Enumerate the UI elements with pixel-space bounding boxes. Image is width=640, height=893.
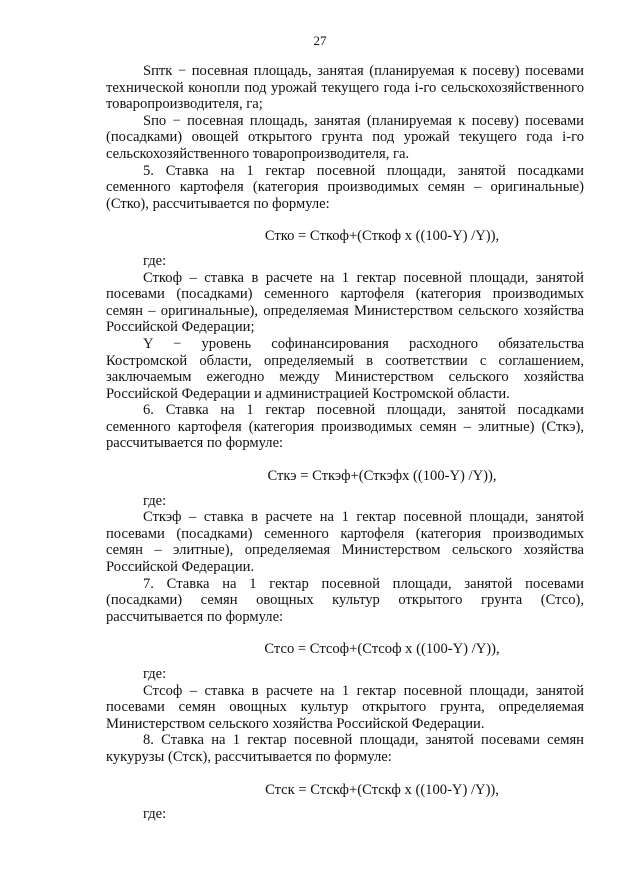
definition-y: Y − уровень софинансирования расходного обязательства Костромской области, определяемый в соответствии с соглашением, заключаемым ежегодно между Министерством сельского хозяйства Российской Федерации и администрацией Костромской области.: [106, 335, 584, 402]
formula-stko: Стко = Сткоф+(Сткоф х ((100-Y) /Y)),: [264, 228, 500, 245]
where-label: где:: [143, 252, 167, 269]
definition-stsof: Стсоф – ставка в расчете на 1 гектар посевной площади, занятой посевами семян овощных культур открытого грунта, определяемая Министерством сельского хозяйства Российской Федерации.: [106, 682, 584, 732]
definition-stkef: Сткэф – ставка в расчете на 1 гектар посевной площади, занятой посевами (посадками) семенного картофеля (категория производимых семян – элитные), определяемая Министерством сельского хозяйства Российской Федерации.: [106, 509, 584, 576]
clause-8: 8. Ставка на 1 гектар посевной площади, занятой посевами семян кукурузы (Стск), рассчитывается по формуле:: [106, 732, 584, 765]
page-number: 27: [313, 33, 327, 48]
where-label: где:: [143, 666, 167, 682]
where-label: где:: [143, 806, 167, 823]
definition-stkof: Сткоф – ставка в расчете на 1 гектар посевной площади, занятой посевами (посадками) семенного картофеля (категория производимых семян – оригинальные), определяемая Министерством сельского хозяйства Российской Федерации;: [106, 269, 584, 336]
formula-stso: Стсо = Стсоф+(Стсоф х ((100-Y) /Y)),: [264, 641, 500, 658]
formula-stsk: Стск = Стскф+(Стскф х ((100-Y) /Y)),: [265, 781, 499, 798]
clause-6: 6. Ставка на 1 гектар посевной площади, занятой посадками семенного картофеля (категория производимых семян – элитные) (Сткэ), рассчитывается по формуле:: [106, 402, 584, 452]
definition-spo: Sпо − посевная площадь, занятая (планируемая к посеву) посевами (посадками) овощей открытого грунта под урожай текущего года i-го сельскохозяйственного товаропроизводителя, га.: [106, 112, 584, 162]
document-body: [106, 63, 584, 823]
where-label: где:: [143, 492, 167, 509]
definition-spt: Sптк − посевная площадь, занятая (планируемая к посеву) посевами технической конопли под урожай текущего года i-го сельскохозяйственного товаропроизводителя, га;: [106, 63, 584, 113]
clause-5: 5. Ставка на 1 гектар посевной площади, занятой посадками семенного картофеля (категория производимых семян – оригинальные) (Стко), рассчитывается по формуле:: [106, 162, 584, 212]
clause-7: 7. Ставка на 1 гектар посевной площади, занятой посевами (посадками) семян овощных культур открытого грунта (Стсо), рассчитывается по формуле:: [106, 575, 584, 625]
formula-stke: Сткэ = Сткэф+(Сткэфх ((100-Y) /Y)),: [267, 468, 497, 485]
